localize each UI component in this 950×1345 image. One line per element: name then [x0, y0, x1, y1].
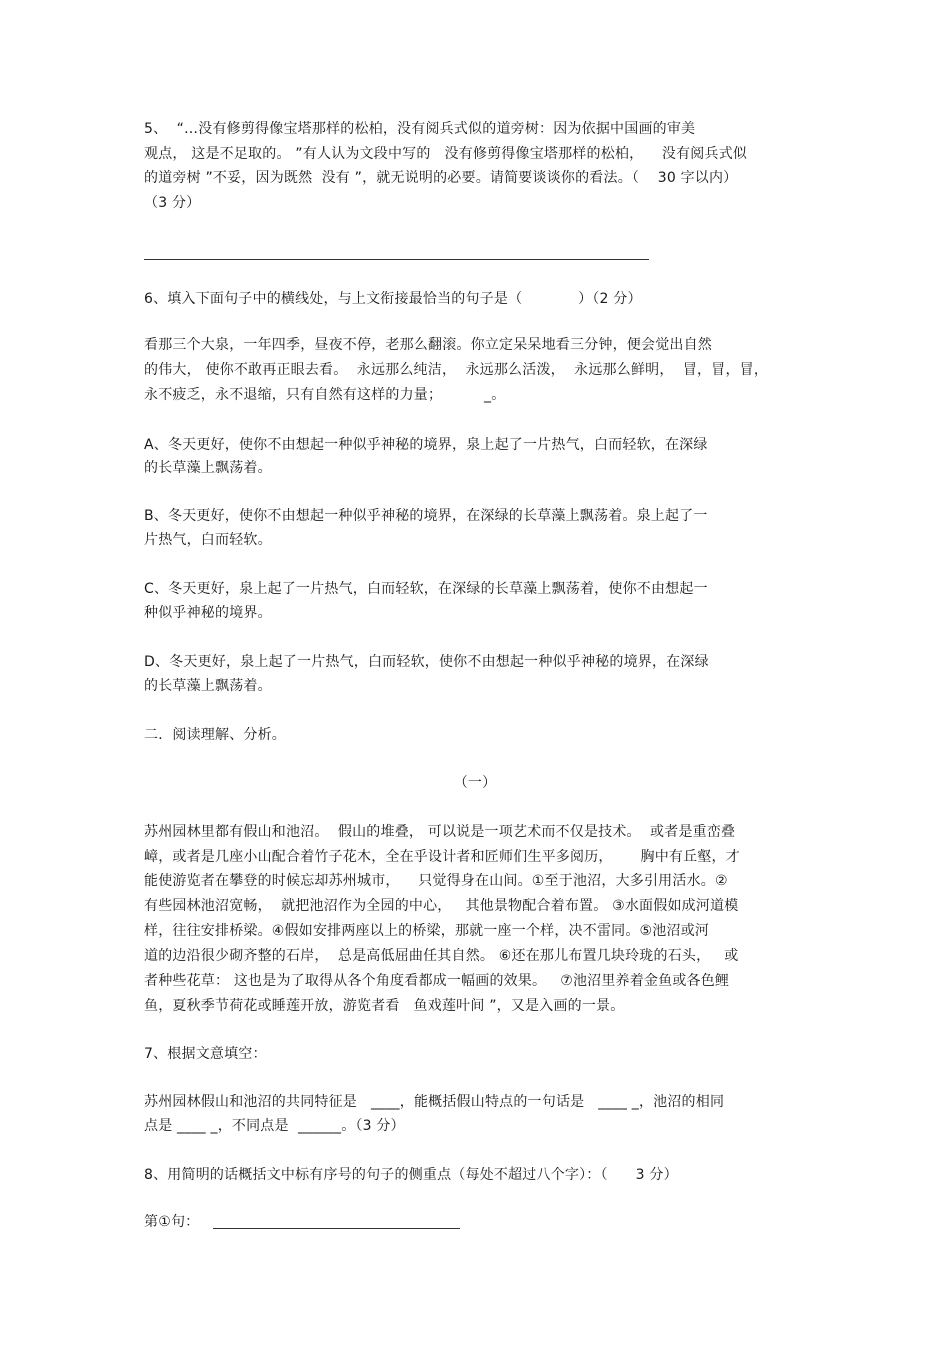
q8-stem: 8、用简明的话概括文中标有序号的句子的侧重点（每处不超过八个字）：（ 3 分）: [144, 1167, 678, 1183]
q7-line-1: 苏州园林假山和池沼的共同特征是 ____，能概括假山特点的一句话是 ____ _，池沼的相同: [144, 1094, 725, 1110]
q6-option-a-line-2: 的长草藻上飘荡着。: [144, 460, 272, 476]
q8-item-1-answer-line: [213, 1228, 460, 1229]
reading-passage-line-8: 鱼，夏秋季节荷花或睡莲开放，游览者看 鱼戏莲叶间 ”，又是入画的一景。: [144, 998, 625, 1014]
q7-line-2: 点是 ____ _，不同点是 ______。（3 分）: [144, 1118, 405, 1134]
q6-option-c-line-1: C、冬天更好，泉上起了一片热气，白而轻软，在深绿的长草藻上飘荡着，使你不由想起一: [144, 581, 708, 597]
q6-stem: 6、填入下面句子中的横线处，与上文衔接最恰当的句子是（ ）（2 分）: [144, 291, 642, 307]
q8-item-1-label: 第①句：: [144, 1214, 200, 1230]
q6-option-a-line-1: A、冬天更好，使你不由想起一种似乎神秘的境界，泉上起了一片热气，白而轻软，在深绿: [144, 437, 708, 453]
q5-line-2: 观点， 这是不足取的。 ”有人认为文段中写的 没有修剪得像宝塔那样的松柏， 没有阅兵式似: [144, 146, 748, 162]
q6-option-d-line-2: 的长草藻上飘荡着。: [144, 678, 272, 694]
reading-passage-line-5: 样，往往安排桥梁。④假如安排两座以上的桥梁，那就一座一个样，决不雷同。⑤池沼或河: [144, 923, 710, 939]
q6-passage-line-2: 的伟大， 使你不敢再正眼去看。 永远那么纯洁， 永远那么活泼， 永远那么鲜明， 冒，冒，冒，: [144, 362, 769, 378]
reading-passage-line-4: 有些园林池沼宽畅， 就把池沼作为全园的中心， 其他景物配合着布置。 ③水面假如成河道模: [144, 898, 739, 914]
q6-option-b-line-2: 片热气，白而轻软。: [144, 532, 272, 548]
q6-option-c-line-2: 种似乎神秘的境界。: [144, 605, 272, 621]
q6-option-b-line-1: B、冬天更好，使你不由想起一种似乎神秘的境界，在深绿的长草藻上飘荡着。泉上起了一: [144, 508, 708, 524]
reading-passage-line-3: 能使游览者在攀登的时候忘却苏州城市， 只觉得身在山间。①至于池沼，大多引用活水。②: [144, 873, 728, 889]
q6-passage-line-1: 看那三个大泉，一年四季，昼夜不停，老那么翻滚。你立定呆呆地看三分钟，便会觉出自然: [144, 337, 712, 353]
q5-answer-line: [144, 259, 649, 260]
q5-line-3: 的道旁树 ”不妥，因为既然 没有 ”，就无说明的必要。请简要谈谈你的看法。（ 30 字以内）: [144, 170, 738, 186]
reading-passage-line-6: 道的边沿很少砌齐整的石岸， 总是高低屈曲任其自然。 ⑥还在那儿布置几块玲珑的石头， 或: [144, 948, 739, 964]
q5-line-4: （3 分）: [144, 195, 201, 211]
section-heading: 二．阅读理解、分析。: [144, 727, 286, 743]
q7-stem: 7、根据文意填空：: [144, 1046, 267, 1062]
q5-line-1: 5、 “…没有修剪得像宝塔那样的松柏，没有阅兵式似的道旁树：因为依据中国画的审美: [144, 121, 696, 137]
reading-passage-line-2: 嶂，或者是几座小山配合着竹子花木，全在乎设计者和匠师们生平多阅历， 胸中有丘壑，才: [144, 849, 740, 865]
reading-passage-line-7: 者种些花草： 这也是为了取得从各个角度看都成一幅画的效果。 ⑦池沼里养着金鱼或各色鲤: [144, 973, 730, 989]
section-subheading: （一）: [453, 775, 497, 791]
reading-passage-line-1: 苏州园林里都有假山和池沼。 假山的堆叠， 可以说是一项艺术而不仅是技术。 或者是重峦叠: [144, 824, 736, 840]
q6-passage-line-3: 永不疲乏，永不退缩，只有自然有这样的力量； _。: [144, 387, 506, 403]
q6-option-d-line-1: D、冬天更好，泉上起了一片热气，白而轻软，使你不由想起一种似乎神秘的境界，在深绿: [144, 654, 709, 670]
